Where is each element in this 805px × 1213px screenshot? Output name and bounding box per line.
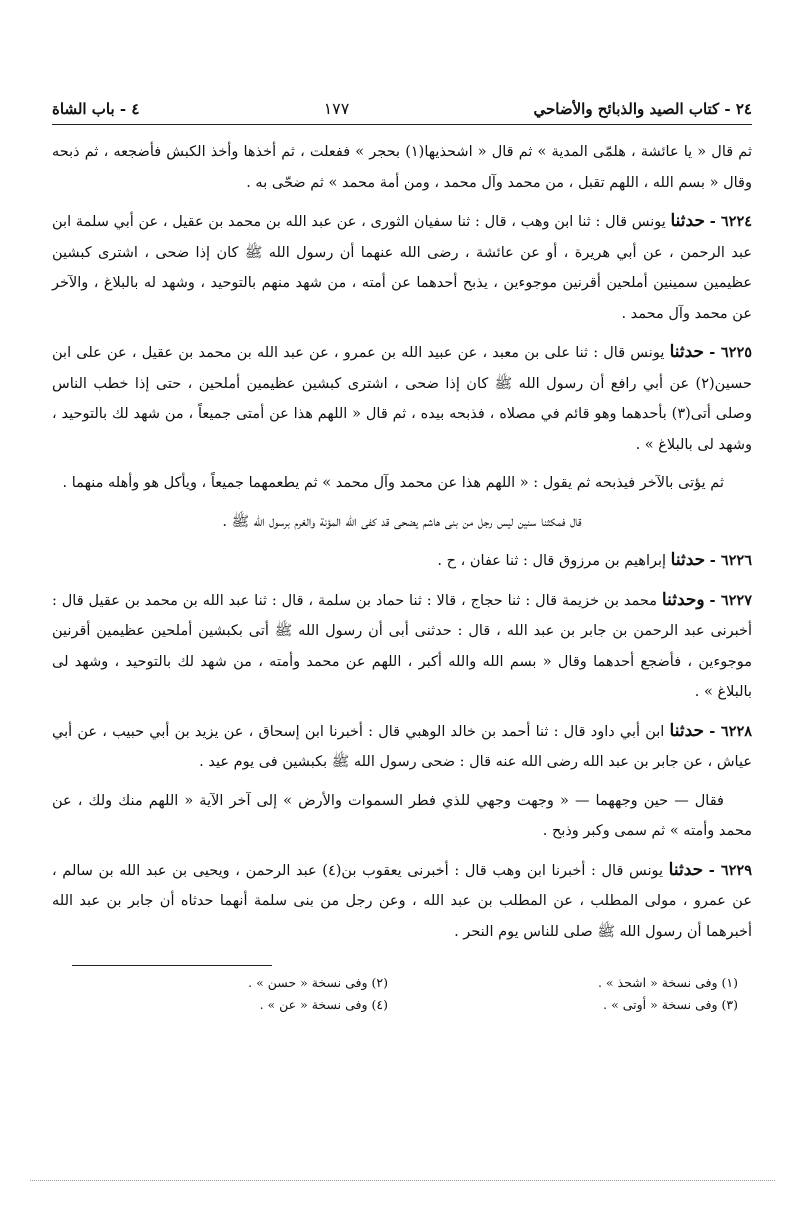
hadith-6225	[52, 337, 752, 460]
page-edge-dots	[30, 1180, 775, 1181]
hadith-lead: حدثنا	[669, 720, 705, 741]
paragraph-text: يونس قال : أخبرنا ابن وهب قال : أخبرنى يعقوب بن(٤) عبد الرحمن ، ويحيى بن عبد الله بن سالم ، عن عمرو ، مولى المطلب ، عن المطلب بن عبد الله ، وعن رجل من بنى سلمة أنهما حدثاه أن جابر بن عبد الله أخبرهما أن رسول الله ﷺ صلى للناس يوم النحر .	[52, 862, 752, 940]
page-number: ١٧٧	[323, 99, 350, 118]
hadith-lead: حدثنا	[669, 342, 705, 362]
paragraph-text: محمد بن خزيمة قال : ثنا حجاج ، قالا : ثنا حماد بن سلمة ، قال : ثنا عبد الله بن محمد بن عقيل قال : أخبرنى عبد الرحمن بن جابر بن عبد الله ، قال : حدثنى أبى أن رسول الله ﷺ أتى بكبشين أملحين عظيمين أقرنين موجوءين ، فأضجع أحدهما وقال « بسم الله والله أكبر ، اللهم عن محمد وأمته ، من شهد لك بالتوحيد ، وشهد لى بالبلاغ » .	[52, 592, 752, 700]
paragraph	[52, 137, 752, 198]
hadith-lead: حدثنا	[668, 859, 704, 880]
paragraph-text: إبراهيم بن مرزوق قال : ثنا عفان ، ح .	[437, 553, 667, 569]
hadith-number: ٦٢٢٩ -	[708, 861, 753, 879]
book-title: ٢٤ - كتاب الصيد والذبائح والأضاحي	[533, 100, 752, 118]
hadith-lead: حدثنا	[670, 550, 706, 570]
paragraph-text: ابن أبي داود قال : ثنا أحمد بن خالد الوهبي قال : أخبرنا ابن إسحاق ، عن يزيد بن أبي حبيب ، عن أبي عياش ، عن جابر بن عبد الله رضى الله عنه قال : ضحى رسول الله ﷺ بكبشين فى يوم عيد .	[52, 723, 752, 770]
paragraph	[52, 507, 752, 538]
paragraph-text: قال فمكثنا سنين ليس رجل من بنى هاشم يضحى قد كفى الله المؤنة والغرم برسول الله ﷺ .	[222, 513, 582, 530]
hadith-6226	[52, 545, 752, 577]
paragraph-text: فقال — حين وجههما — « وجهت وجهي للذي فطر السموات والأرض » إلى آخر الآية « اللهم منك ولك ، عن محمد وأمته » ثم سمى وكبر وذبح .	[52, 792, 752, 839]
hadith-6228	[52, 716, 752, 778]
footnote-2: (٢) وفى نسخة « حسن » .	[248, 975, 388, 990]
footnote-4: (٤) وفى نسخة « عن » .	[259, 997, 388, 1012]
body-text	[52, 137, 752, 947]
footnote-3: (٣) وفى نسخة « أوتى » .	[603, 997, 738, 1012]
hadith-6224	[52, 206, 752, 329]
hadith-number: ٦٢٢٤ -	[709, 213, 753, 230]
paragraph-text: يونس قال : ثنا على بن معبد ، عن عبيد الله بن عمرو ، عن عبد الله بن محمد بن عقيل ، عن على ابن حسين(٢) عن أبي رافع أن رسول الله ﷺ كان إذا ضحى ، اشترى كبشين عظيمين أملحين ، حتى إذا خطب الناس وصلى أتى(٣) بأحدهما وهو قائم في مصلاه ، فذبحه بيده ، ثم قال « اللهم هذا عن أمتى جميعاً ، من شهد لك بالتوحيد ، وشهد لى بالبلاغ » .	[52, 345, 752, 453]
footnotes	[52, 972, 752, 1016]
hadith-number: ٦٢٢٦ -	[709, 552, 752, 569]
paragraph-text: يونس قال : ثنا ابن وهب ، قال : ثنا سفيان الثورى ، عن عبد الله بن محمد بن عقيل ، عن أبي سلمة ابن عبد الرحمن ، عن أبي هريرة ، أو عن عائشة ، رضى الله عنهما أن رسول الله ﷺ كان إذا ضحى ، اشترى كبشين عظيمين سمينين أملحين أقرنين موجوءين ، يذبح أحدهما عن أمته ، من شهد منهم بالتوحيد ، وشهد له بالبلاغ ، والآخر عن محمد وآل محمد .	[52, 214, 752, 322]
page-header	[52, 92, 752, 125]
hadith-number: ٦٢٢٨ -	[709, 722, 753, 740]
paragraph	[52, 786, 752, 847]
chapter-title: ٤ - باب الشاة	[52, 100, 140, 118]
hadith-number: ٦٢٢٧ -	[709, 591, 752, 609]
paragraph	[52, 468, 752, 499]
paragraph-text: ثم يؤتى بالآخر فيذبحه ثم يقول : « اللهم هذا عن محمد وآل محمد » ثم يطعمهما جميعاً ، ويأكل هو وأهله منهما .	[62, 475, 724, 491]
paragraph-text: ثم قال « يا عائشة ، هلمّى المدية » ثم قال « اشحذيها(١) بحجر » ففعلت ، ثم أخذها وأخذ الكبش فأضجعه ، ثم ذبحه وقال « بسم الله ، اللهم تقبل ، من محمد وآل محمد ، ومن أمة محمد » ثم ضحّى به .	[52, 144, 752, 191]
hadith-lead: وحدثنا	[661, 589, 705, 610]
footnote-1: (١) وفى نسخة « اشحذ » .	[597, 975, 738, 990]
hadith-6229	[52, 855, 752, 948]
hadith-lead: حدثنا	[670, 211, 705, 231]
document-page	[52, 92, 752, 1016]
footnote-divider	[72, 965, 272, 966]
hadith-6227	[52, 585, 752, 708]
hadith-number: ٦٢٢٥ -	[709, 344, 753, 361]
